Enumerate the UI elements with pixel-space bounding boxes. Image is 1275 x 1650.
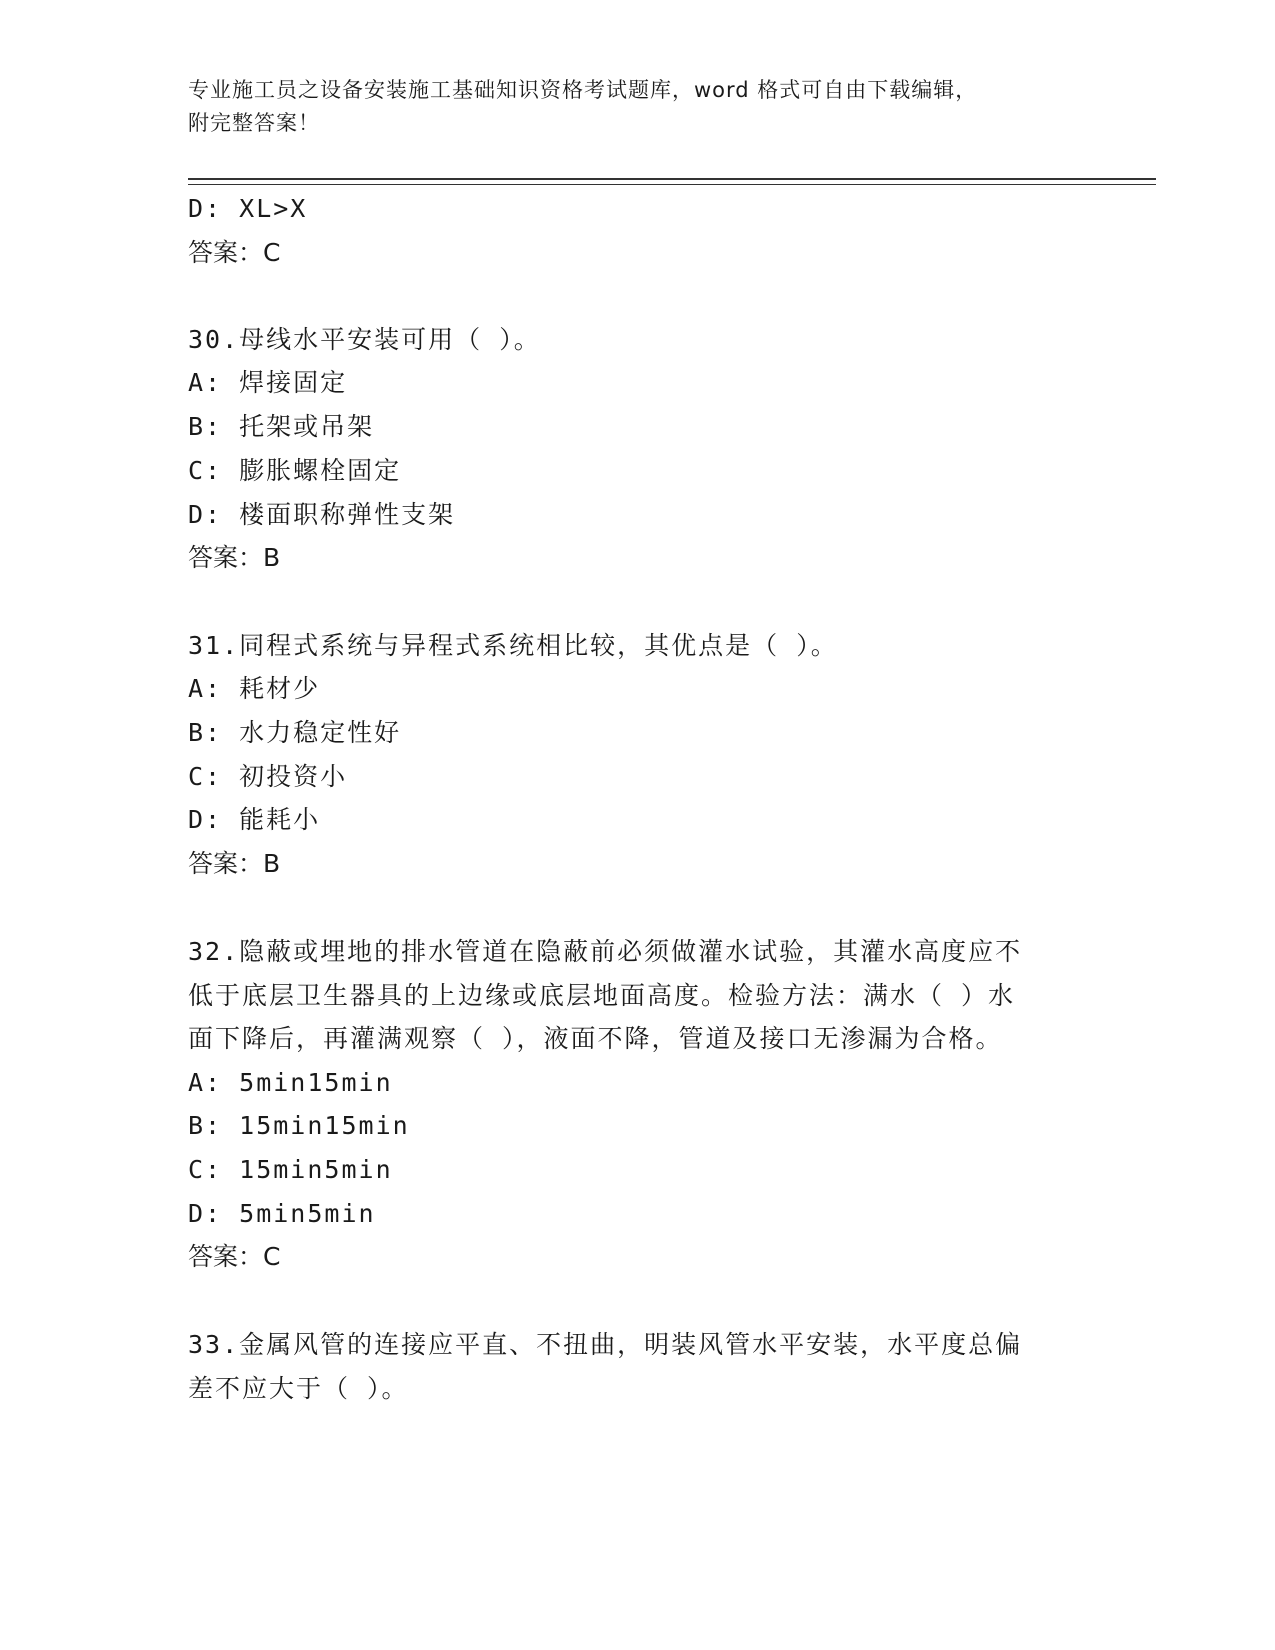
header-line-2: 附完整答案！	[188, 111, 320, 135]
q31-answer: 答案：B	[188, 849, 281, 878]
q30-option-a: A: 焊接固定	[188, 368, 348, 397]
q32-stem-line-1: 32.隐蔽或埋地的排水管道在隐蔽前必须做灌水试验，其灌水高度应不	[188, 937, 1023, 966]
q31-stem: 31.同程式系统与异程式系统相比较，其优点是（ ）。	[188, 631, 838, 660]
q30-option-b: B: 托架或吊架	[188, 412, 375, 441]
q32-answer: 答案：C	[188, 1242, 281, 1271]
q30-option-c: C: 膨胀螺栓固定	[188, 456, 402, 485]
prev-option-d: D: XL>X	[188, 194, 308, 223]
q33-stem-line-1: 33.金属风管的连接应平直、不扭曲，明装风管水平安装，水平度总偏	[188, 1330, 1023, 1359]
header-divider-thin	[188, 184, 1156, 185]
q30-answer: 答案：B	[188, 543, 281, 572]
header-divider-thick	[188, 178, 1156, 180]
q32-option-a: A: 5min15min	[188, 1068, 393, 1097]
q30-option-d: D: 楼面职称弹性支架	[188, 500, 456, 529]
q32-stem-line-2: 低于底层卫生器具的上边缘或底层地面高度。检验方法：满水（ ）水	[188, 981, 1016, 1010]
q31-option-a: A: 耗材少	[188, 674, 321, 703]
document-header	[188, 74, 1108, 140]
q30-stem: 30.母线水平安装可用（ ）。	[188, 325, 541, 354]
q31-option-c: C: 初投资小	[188, 762, 348, 791]
q32-option-c: C: 15min5min	[188, 1155, 393, 1184]
q32-option-d: D: 5min5min	[188, 1199, 376, 1228]
q32-option-b: B: 15min15min	[188, 1111, 410, 1140]
prev-answer: 答案：C	[188, 238, 281, 267]
q33-stem-line-2: 差不应大于（ ）。	[188, 1374, 409, 1403]
q31-option-b: B: 水力稳定性好	[188, 718, 402, 747]
q31-option-d: D: 能耗小	[188, 805, 321, 834]
q32-stem-line-3: 面下降后，再灌满观察（ ），液面不降，管道及接口无渗漏为合格。	[188, 1024, 1003, 1053]
header-line-1: 专业施工员之设备安装施工基础知识资格考试题库，word 格式可自由下载编辑，	[188, 78, 978, 102]
